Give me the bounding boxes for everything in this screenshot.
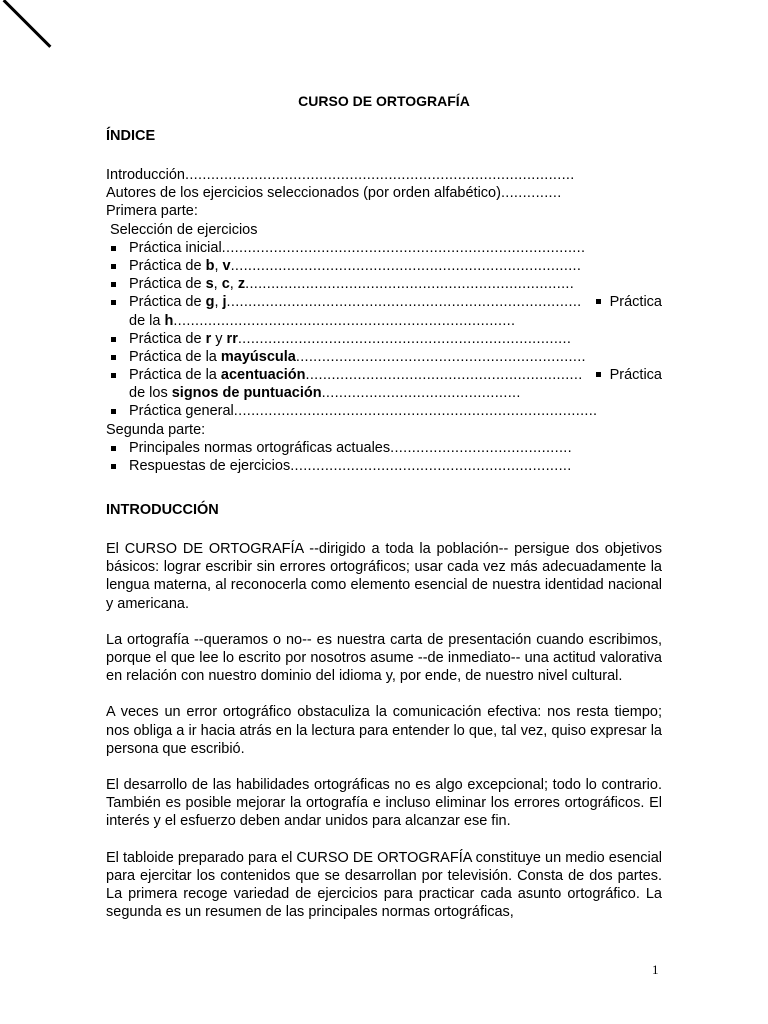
paragraph: A veces un error ortográfico obstaculiza la comunicación efectiva: nos resta tiempo; nos obliga a ir hacia atrás en la lectura para entender lo que, tal vez, quiso expresar la persona que escribió. (106, 704, 662, 757)
toc-dot-leader: .............. (500, 185, 562, 202)
toc-entry (106, 312, 662, 330)
toc-entry-text: Práctica de la acentuación................................................................ (129, 367, 583, 384)
introduction-heading: INTRODUCCIÓN (106, 502, 219, 518)
toc-entry-text: Práctica general.................................................................................... (129, 403, 598, 420)
toc-entry (106, 384, 662, 402)
toc-entry (106, 221, 662, 239)
toc-entry-text: Autores de los ejercicios seleccionados (por orden alfabético).............. (106, 185, 562, 202)
toc-entry (106, 202, 662, 220)
toc-entry (106, 330, 662, 348)
paragraph: La ortografía --queramos o no-- es nuestra carta de presentación cuando escribimos, porque el que lee lo escrito por nosotros asume --de inmediato-- una actitud valorativa en relación con nuestro dominio del idioma y, por ende, de nuestro nivel cultural. (106, 631, 662, 685)
index-heading: ÍNDICE (106, 128, 156, 144)
toc-entry (106, 457, 662, 475)
toc-entry (106, 402, 662, 420)
paragraph: El CURSO DE ORTOGRAFÍA --dirigido a toda la población-- persigue dos objetivos básicos: lograr escribir sin errores ortográficos; usar cada vez más adecuadamente la lengua materna, al reconocerla como elemento esencial de nuestra identidad nacional y americana. (106, 541, 662, 612)
toc-entry-text: Introducción.......................................................................................... (106, 167, 575, 183)
toc-dot-leader: ............................................................................ (245, 276, 575, 293)
toc-entry (106, 239, 662, 257)
toc-entry (106, 275, 662, 293)
toc-dot-leader: .................................................................................... (233, 403, 598, 420)
toc-entry-text: Primera parte: (106, 203, 198, 220)
toc-wrapped-fragment: Práctica (596, 366, 662, 384)
toc-entry-text: Práctica de la mayúscula................................................................... (129, 348, 586, 365)
toc-dot-leader: ................................................................... (295, 348, 586, 365)
introduction-body (106, 540, 662, 921)
toc-dot-leader: ................................................................ (305, 367, 583, 384)
toc-entry-text: Práctica de s, c, z............................................................................ (129, 276, 575, 293)
toc-dot-leader: .............................................. (321, 385, 521, 402)
toc-dot-leader: .................................................................................... (221, 239, 586, 256)
toc-entry (106, 421, 662, 439)
toc-dot-leader: ............................................................................... (173, 312, 516, 329)
toc-entry-text: de los signos de puntuación.............................................. (129, 385, 521, 402)
toc-entry-text: Práctica de r y rr............................................................................. (129, 330, 572, 347)
toc-entry (106, 348, 662, 366)
paragraph: El tabloide preparado para el CURSO DE ORTOGRAFÍA constituye un medio esencial para ejercitar los contenidos que se desarrollan por televisión. Consta de dos partes. La primera recoge variedad de ejercicios para practicar cada asunto ortográfico. La segunda es un resumen de las principales normas ortográficas, (106, 849, 662, 921)
table-of-contents (106, 166, 662, 475)
toc-entry-text: Selección de ejercicios (110, 221, 258, 238)
toc-entry (106, 257, 662, 275)
toc-entry-text: Respuestas de ejercicios................................................................. (129, 458, 572, 474)
toc-dot-leader: .......................................................................................... (185, 167, 575, 183)
toc-entry-text: Segunda parte: (106, 421, 206, 438)
corner-slash-mark (3, 0, 52, 48)
toc-entry-text: Práctica de g, j.................................................................................. (129, 294, 582, 311)
paragraph: El desarrollo de las habilidades ortográficas no es algo excepcional; todo lo contrario. También es posible mejorar la ortografía e incluso eliminar los errores ortográficos. El interés y el esfuerzo deben andar unidos para alcanzar ese fin. (106, 777, 662, 830)
toc-dot-leader: ................................................................................. (230, 257, 582, 274)
toc-entry-text: Práctica inicial.................................................................................... (129, 239, 586, 256)
document-title: CURSO DE ORTOGRAFÍA (298, 93, 470, 109)
toc-entry (106, 166, 662, 184)
page-number: 1 (652, 962, 659, 977)
toc-entry-text: Principales normas ortográficas actuales.......................................... (129, 439, 572, 456)
toc-entry (106, 184, 662, 202)
toc-entry (106, 439, 662, 457)
toc-dot-leader: ............................................................................. (237, 330, 572, 347)
toc-entry-text: Práctica de b, v................................................................................. (129, 257, 582, 274)
toc-entry (106, 293, 662, 311)
toc-dot-leader: ................................................................. (290, 458, 572, 474)
toc-entry-text: de la h............................................................................... (129, 312, 516, 329)
toc-dot-leader: .......................................... (390, 439, 572, 456)
toc-entry (106, 366, 662, 384)
toc-wrapped-fragment: Práctica (596, 293, 662, 311)
toc-dot-leader: .................................................................................. (226, 294, 582, 311)
